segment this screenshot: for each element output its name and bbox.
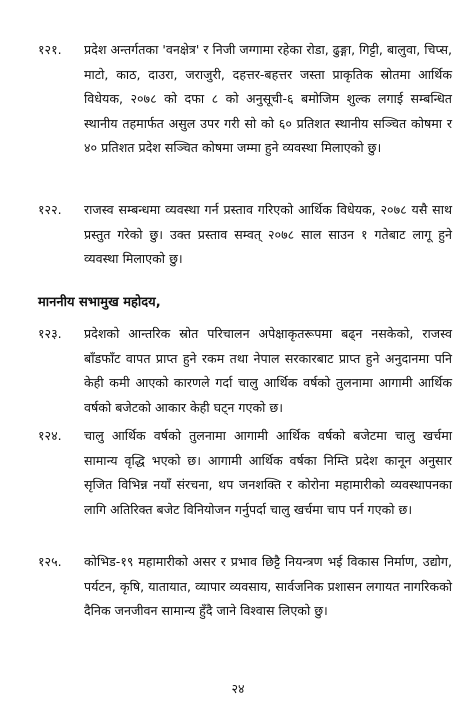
paragraph-121 xyxy=(38,38,452,161)
paragraph-number: १२४. xyxy=(38,428,62,443)
paragraph-number: १२२. xyxy=(38,202,62,217)
section-heading: माननीय सभामुख महोदय, xyxy=(38,295,161,310)
paragraph-123 xyxy=(38,322,452,420)
page-number: २४ xyxy=(231,681,245,696)
paragraph-124 xyxy=(38,424,452,522)
paragraph-number: १२३. xyxy=(38,326,62,341)
paragraph-text: प्रदेश अन्तर्गतका 'वनक्षेत्र' र निजी जग्गामा रहेका रोडा, ढुङ्गा, गिट्टी, बालुवा, चिप्स, माटो, काठ, दाउरा, जराजुरी, दहत्तर-बहत्तर जस्ता प्राकृतिक स्रोतमा आर्थिक विधेयक, २०७८ को दफा ८ को अनुसूची-६ बमोजिम शुल्क लगाई सम्बन्धित स्थानीय तहमार्फत असुल उपर गरी सो को ६० प्रतिशत स्थानीय सञ्चित कोषमा र ४० प्रतिशत प्रदेश सञ्चित कोषमा जम्मा हुने व्यवस्था मिलाएको छु। xyxy=(84,42,452,156)
paragraph-text: प्रदेशको आन्तरिक स्रोत परिचालन अपेक्षाकृतरूपमा बढ्न नसकेको, राजस्व बाँडफाँट वापत प्राप्त हुने रकम तथा नेपाल सरकारबाट प्राप्त हुने अनुदानमा पनि केही कमी आएको कारणले गर्दा चालु आर्थिक वर्षको तुलनामा आगामी आर्थिक वर्षको बजेटको आकार केही घट्न गएको छ। xyxy=(84,326,452,415)
paragraph-number: १२५. xyxy=(38,554,62,569)
paragraph-text: चालु आर्थिक वर्षको तुलनामा आगामी आर्थिक वर्षको बजेटमा चालु खर्चमा सामान्य वृद्धि भएको छ। आगामी आर्थिक वर्षका निम्ति प्रदेश कानून अनुसार सृजित विभिन्न नयाँ संरचना, थप जनशक्ति र कोरोना महामारीको व्यवस्थापनका लागि अतिरिक्त बजेट विनियोजन गर्नुपर्दा चालु खर्चमा चाप पर्न गएको छ। xyxy=(84,428,452,517)
paragraph-text: कोभिड-१९ महामारीको असर र प्रभाव छिट्टै नियन्त्रण भई विकास निर्माण, उद्योग, पर्यटन, कृषि, यातायात, व्यापार व्यवसाय, सार्वजनिक प्रशासन लगायत नागरिकको दैनिक जनजीवन सामान्य हुँदै जाने विश्वास लिएको छु। xyxy=(84,554,452,619)
paragraph-125 xyxy=(38,550,452,624)
paragraph-122 xyxy=(38,198,452,272)
paragraph-number: १२१. xyxy=(38,42,62,57)
paragraph-text: राजस्व सम्बन्धमा व्यवस्था गर्न प्रस्ताव गरिएको आर्थिक विधेयक, २०७८ यसै साथ प्रस्तुत गरेको छु। उक्त प्रस्ताव सम्वत् २०७८ साल साउन १ गतेबाट लागू हुने व्यवस्था मिलाएको छु। xyxy=(84,202,452,267)
